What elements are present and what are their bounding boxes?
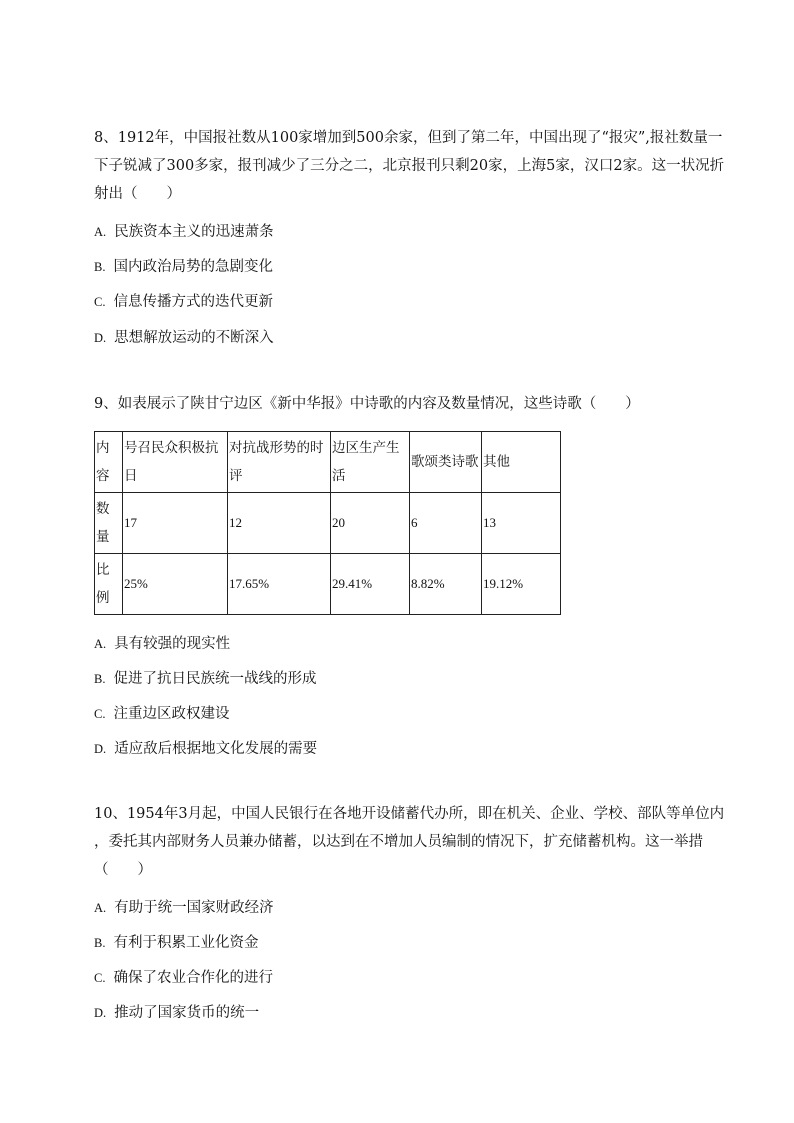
option-text: 确保了农业合作化的进行 [113, 970, 273, 986]
row-header-cell [95, 432, 123, 493]
table-cell [482, 493, 561, 554]
option-text: 推动了国家货币的统一 [114, 1005, 260, 1021]
table-cell [228, 493, 331, 554]
option-text: 适应敌后根据地文化发展的需要 [114, 741, 318, 757]
option-letter: D. [94, 331, 107, 345]
option-text: 信息传播方式的迭代更新 [113, 294, 273, 310]
row-header-content: 内容 [96, 440, 110, 484]
option-text: 思想解放运动的不断深入 [114, 330, 274, 346]
option-text: 有利于积累工业化资金 [113, 935, 259, 951]
header-cell-text: 边区生产生活 [332, 440, 400, 484]
option-letter: A. [94, 637, 107, 651]
table-row-count [95, 493, 561, 554]
header-cell-text: 其他 [483, 454, 510, 470]
question-10-option-c[interactable] [94, 966, 273, 987]
question-8-stem-line-2: 下子锐减了300多家，报刊减少了三分之二，北京报刊只剩20家，上海5家，汉口2家。这一状况折 [94, 158, 725, 174]
table-cell [482, 432, 561, 493]
question-8-option-b[interactable] [94, 255, 273, 276]
count-value: 6 [411, 515, 418, 530]
table-cell [228, 554, 331, 615]
option-letter: C. [94, 707, 106, 721]
question-10-stem-line-3: （ ） [94, 862, 152, 878]
option-letter: A. [94, 901, 107, 915]
poetry-table [94, 431, 561, 615]
table-cell [331, 554, 410, 615]
count-value: 13 [483, 515, 496, 530]
question-9-stem: 9、如表展示了陕甘宁边区《新中华报》中诗歌的内容及数量情况，这些诗歌（ ） [94, 396, 640, 412]
table-cell [123, 493, 228, 554]
ratio-value: 17.65% [229, 576, 270, 591]
question-10-stem-line-1: 10、1954年3月起，中国人民银行在各地开设储蓄代办所，即在机关、企业、学校、部队等单位内 [94, 806, 725, 822]
option-text: 国内政治局势的急剧变化 [113, 259, 273, 275]
question-10-option-a[interactable] [94, 896, 274, 917]
ratio-value: 29.41% [332, 576, 373, 591]
table-cell [410, 493, 482, 554]
question-10-option-d[interactable] [94, 1001, 259, 1022]
option-letter: D. [94, 742, 107, 756]
row-header-cell [95, 554, 123, 615]
question-8-stem-line-1: 8、1912年，中国报社数从100家增加到500余家，但到了第二年，中国出现了“报灾”,报社数量一 [94, 130, 723, 146]
table-cell [123, 554, 228, 615]
table-row-ratio [95, 554, 561, 615]
table-cell [410, 432, 482, 493]
row-header-cell [95, 493, 123, 554]
question-8-option-d[interactable] [94, 326, 274, 347]
option-letter: C. [94, 295, 106, 309]
table-cell [331, 432, 410, 493]
table-cell [331, 493, 410, 554]
ratio-value: 25% [124, 576, 148, 591]
option-letter: B. [94, 936, 106, 950]
question-8-option-a[interactable] [94, 220, 274, 241]
table-cell [123, 432, 228, 493]
question-8-option-c[interactable] [94, 290, 273, 311]
option-text: 民族资本主义的迅速萧条 [114, 224, 274, 240]
question-9-option-a[interactable] [94, 632, 230, 653]
option-text: 具有较强的现实性 [114, 636, 231, 652]
row-header-count: 数量 [96, 501, 110, 545]
question-8-stem-line-3: 射出（ ） [94, 186, 181, 202]
header-cell-text: 对抗战形势的时评 [229, 440, 324, 484]
question-9-option-d[interactable] [94, 737, 317, 758]
option-letter: B. [94, 672, 106, 686]
question-10-option-b[interactable] [94, 931, 258, 952]
option-letter: C. [94, 971, 106, 985]
count-value: 12 [229, 515, 242, 530]
count-value: 20 [332, 515, 345, 530]
row-header-ratio: 比例 [96, 562, 110, 606]
header-cell-text: 歌颂类诗歌 [411, 454, 479, 470]
table-cell [482, 554, 561, 615]
option-text: 有助于统一国家财政经济 [114, 900, 274, 916]
header-cell-text: 号召民众积极抗日 [124, 440, 219, 484]
option-letter: A. [94, 225, 107, 239]
option-letter: D. [94, 1006, 107, 1020]
question-9-option-c[interactable] [94, 702, 229, 723]
table-row-content [95, 432, 561, 493]
table-cell [228, 432, 331, 493]
option-text: 促进了抗日民族统一战线的形成 [113, 671, 317, 687]
question-9-option-b[interactable] [94, 667, 316, 688]
table-cell [410, 554, 482, 615]
option-text: 注重边区政权建设 [113, 706, 230, 722]
ratio-value: 19.12% [483, 576, 524, 591]
question-10-stem-line-2: ，委托其内部财务人员兼办储蓄，以达到在不增加人员编制的情况下，扩充储蓄机构。这一举措 [94, 834, 703, 850]
count-value: 17 [124, 515, 137, 530]
ratio-value: 8.82% [411, 576, 445, 591]
option-letter: B. [94, 260, 106, 274]
